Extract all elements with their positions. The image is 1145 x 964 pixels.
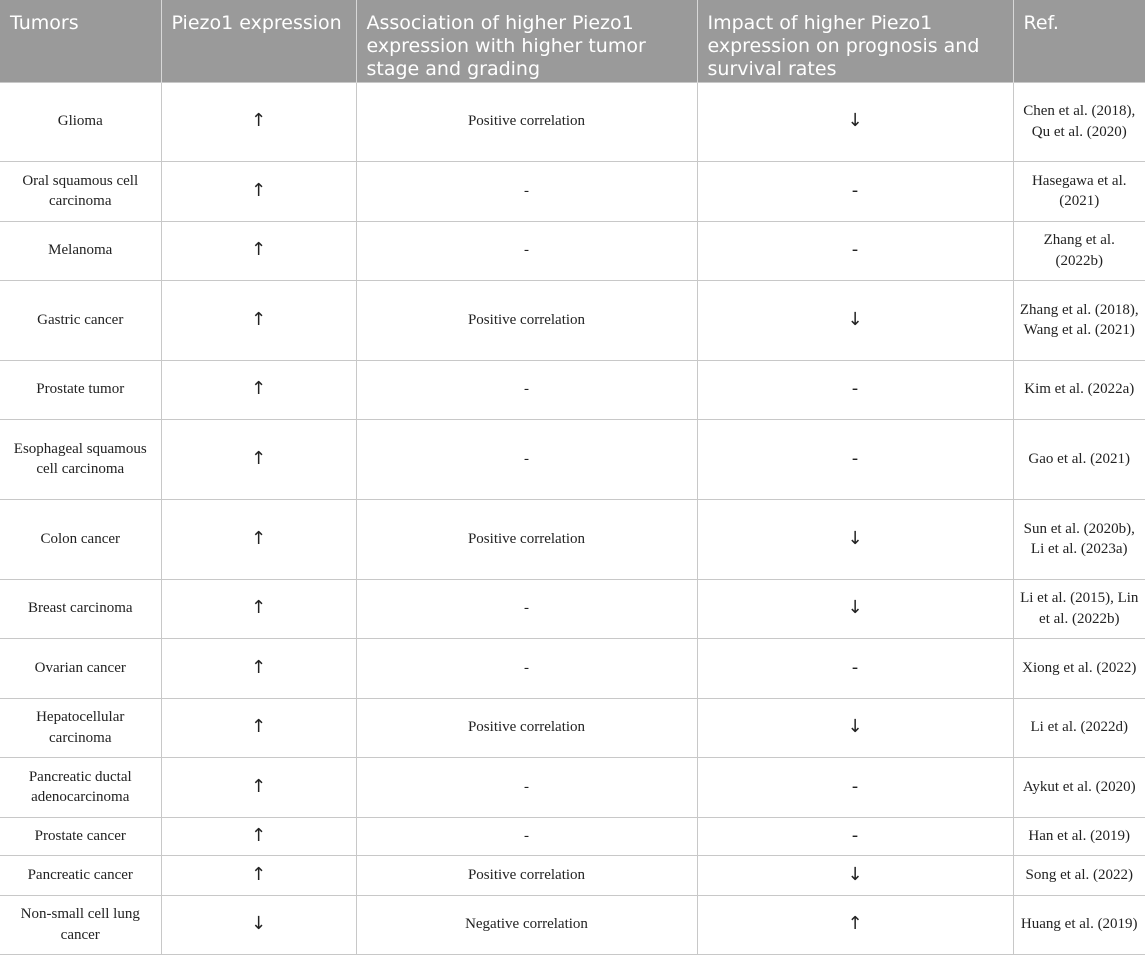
association-cell: - xyxy=(356,579,697,638)
association-cell: - xyxy=(356,221,697,280)
tumor-cell: Non-small cell lung cancer xyxy=(0,895,161,954)
expression-cell: ↑ xyxy=(161,280,356,360)
ref-cell: Chen et al. (2018), Qu et al. (2020) xyxy=(1013,82,1145,161)
tumor-cell: Ovarian cancer xyxy=(0,638,161,698)
expression-cell: ↑ xyxy=(161,82,356,161)
table-row xyxy=(0,161,1145,221)
tumor-cell: Pancreatic ductal adenocarcinoma xyxy=(0,757,161,817)
expression-cell: ↓ xyxy=(161,895,356,954)
table-row xyxy=(0,895,1145,954)
ref-cell: Xiong et al. (2022) xyxy=(1013,638,1145,698)
expression-cell: ↑ xyxy=(161,638,356,698)
header-ref: Ref. xyxy=(1013,0,1145,82)
table-row xyxy=(0,499,1145,579)
tumor-cell: Breast carcinoma xyxy=(0,579,161,638)
association-cell: - xyxy=(356,360,697,419)
table-row xyxy=(0,855,1145,895)
ref-cell: Li et al. (2015), Lin et al. (2022b) xyxy=(1013,579,1145,638)
impact-cell: ↓ xyxy=(697,82,1013,161)
header-piezo1-expression: Piezo1 expression xyxy=(161,0,356,82)
expression-cell: ↑ xyxy=(161,817,356,855)
association-cell: - xyxy=(356,638,697,698)
impact-cell: ↓ xyxy=(697,855,1013,895)
ref-cell: Zhang et al. (2022b) xyxy=(1013,221,1145,280)
impact-cell: - xyxy=(697,221,1013,280)
ref-cell: Song et al. (2022) xyxy=(1013,855,1145,895)
header-row xyxy=(0,0,1145,82)
header-impact: Impact of higher Piezo1 expression on prognosis and survival rates xyxy=(697,0,1013,82)
impact-cell: ↑ xyxy=(697,895,1013,954)
ref-cell: Hasegawa et al. (2021) xyxy=(1013,161,1145,221)
tumor-cell: Hepatocellular carcinoma xyxy=(0,698,161,757)
impact-cell: - xyxy=(697,757,1013,817)
ref-cell: Kim et al. (2022a) xyxy=(1013,360,1145,419)
association-cell: - xyxy=(356,817,697,855)
tumor-cell: Gastric cancer xyxy=(0,280,161,360)
tumor-cell: Melanoma xyxy=(0,221,161,280)
association-cell: Negative correlation xyxy=(356,895,697,954)
tumor-cell: Oral squamous cell carcinoma xyxy=(0,161,161,221)
table-row xyxy=(0,579,1145,638)
association-cell: - xyxy=(356,161,697,221)
tumor-cell: Prostate tumor xyxy=(0,360,161,419)
expression-cell: ↑ xyxy=(161,855,356,895)
table-row xyxy=(0,221,1145,280)
impact-cell: - xyxy=(697,817,1013,855)
expression-cell: ↑ xyxy=(161,419,356,499)
association-cell: - xyxy=(356,757,697,817)
tumor-cell: Pancreatic cancer xyxy=(0,855,161,895)
impact-cell: - xyxy=(697,638,1013,698)
expression-cell: ↑ xyxy=(161,757,356,817)
header-tumors: Tumors xyxy=(0,0,161,82)
expression-cell: ↑ xyxy=(161,579,356,638)
association-cell: Positive correlation xyxy=(356,280,697,360)
header-association: Association of higher Piezo1 expression with higher tumor stage and grading xyxy=(356,0,697,82)
tumor-cell: Prostate cancer xyxy=(0,817,161,855)
ref-cell: Zhang et al. (2018), Wang et al. (2021) xyxy=(1013,280,1145,360)
table-header xyxy=(0,0,1145,82)
association-cell: Positive correlation xyxy=(356,698,697,757)
ref-cell: Aykut et al. (2020) xyxy=(1013,757,1145,817)
ref-cell: Li et al. (2022d) xyxy=(1013,698,1145,757)
association-cell: Positive correlation xyxy=(356,499,697,579)
expression-cell: ↑ xyxy=(161,360,356,419)
ref-cell: Sun et al. (2020b), Li et al. (2023a) xyxy=(1013,499,1145,579)
association-cell: - xyxy=(356,419,697,499)
tumor-cell: Esophageal squamous cell carcinoma xyxy=(0,419,161,499)
tumor-cell: Glioma xyxy=(0,82,161,161)
expression-cell: ↑ xyxy=(161,161,356,221)
table-row xyxy=(0,280,1145,360)
impact-cell: ↓ xyxy=(697,280,1013,360)
tumor-cell: Colon cancer xyxy=(0,499,161,579)
table-body xyxy=(0,82,1145,954)
table-row xyxy=(0,698,1145,757)
impact-cell: ↓ xyxy=(697,579,1013,638)
table-row xyxy=(0,419,1145,499)
table-row xyxy=(0,82,1145,161)
impact-cell: - xyxy=(697,161,1013,221)
association-cell: Positive correlation xyxy=(356,855,697,895)
impact-cell: - xyxy=(697,360,1013,419)
expression-cell: ↑ xyxy=(161,221,356,280)
expression-cell: ↑ xyxy=(161,499,356,579)
association-cell: Positive correlation xyxy=(356,82,697,161)
ref-cell: Gao et al. (2021) xyxy=(1013,419,1145,499)
impact-cell: - xyxy=(697,419,1013,499)
table-row xyxy=(0,757,1145,817)
table-row xyxy=(0,817,1145,855)
impact-cell: ↓ xyxy=(697,698,1013,757)
ref-cell: Huang et al. (2019) xyxy=(1013,895,1145,954)
table-row xyxy=(0,360,1145,419)
impact-cell: ↓ xyxy=(697,499,1013,579)
expression-cell: ↑ xyxy=(161,698,356,757)
ref-cell: Han et al. (2019) xyxy=(1013,817,1145,855)
table-row xyxy=(0,638,1145,698)
